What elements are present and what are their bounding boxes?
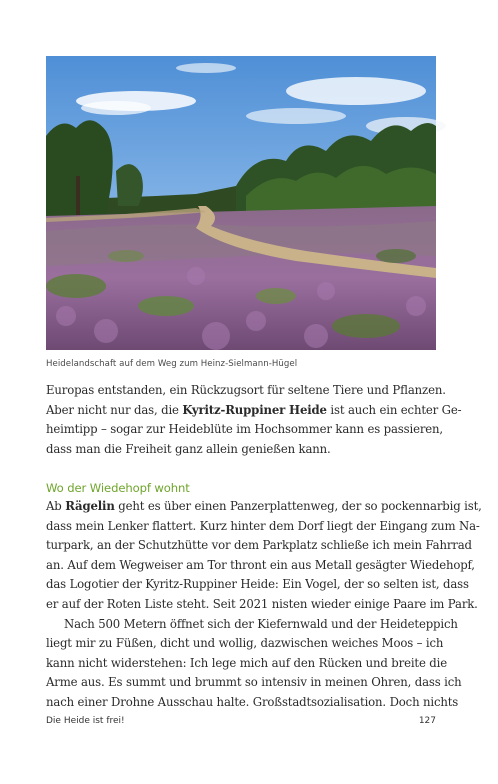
page-number: 127 xyxy=(418,716,436,726)
heath-landscape-photo xyxy=(46,56,436,350)
heath-landscape-illustration xyxy=(46,56,436,350)
section-paragraph xyxy=(46,497,482,713)
text-line: er auf der Roten Liste steht. Seit 2021 nisten wieder einige Paare im Park. xyxy=(46,596,478,611)
text-line: dass man die Freiheit ganz allein genießen kann. xyxy=(46,441,331,456)
section-heading: Wo der Wiedehopf wohnt xyxy=(46,481,190,495)
text-line: Nach 500 Metern öffnet sich der Kiefernwald und der Heideteppich xyxy=(64,616,458,631)
text-line: an. Auf dem Wegweiser am Tor thront ein aus Metall gesägter Wiedehopf, xyxy=(46,557,475,572)
text-line: kann nicht widerstehen: Ich lege mich auf den Rücken und breite die xyxy=(46,655,447,670)
text-line: dass mein Lenker flattert. Kurz hinter dem Dorf liegt der Eingang zum Na- xyxy=(46,518,480,533)
text-line xyxy=(46,497,482,517)
text-span: ist auch ein echter Ge- xyxy=(326,402,462,417)
text-line: liegt mir zu Füßen, dicht und wollig, dazwischen weiches Moos – ich xyxy=(46,636,444,651)
text-line: Europas entstanden, ein Rückzugsort für seltene Tiere und Pflanzen. xyxy=(46,383,446,397)
photo-caption: Heidelandschaft auf dem Weg zum Heinz-Sielmann-Hügel xyxy=(46,359,298,369)
place-name-bold: Rägelin xyxy=(65,499,115,513)
text-line: Arme aus. Es summt und brummt so intensiv in meinen Ohren, dass ich xyxy=(46,675,462,690)
text-line xyxy=(46,401,462,421)
text-span: Aber nicht nur das, die xyxy=(46,402,183,417)
text-span: Ab xyxy=(46,499,66,513)
place-name-bold: Kyritz-Ruppiner Heide xyxy=(182,402,327,417)
intro-paragraph xyxy=(46,381,462,459)
running-footer-chapter: Die Heide ist frei! xyxy=(46,716,125,726)
text-line: turpark, an der Schutzhütte vor dem Parkplatz schließe ich mein Fahrrad xyxy=(46,538,472,553)
text-span: geht es über einen Panzerplattenweg, der so pockennarbig ist, xyxy=(114,499,482,513)
text-line: nach einer Drohne Ausschau halte. Großstadtsozialisation. Doch nichts xyxy=(46,694,459,709)
text-line: heimtipp – sogar zur Heideblüte im Hochsommer kann es passieren, xyxy=(46,422,443,437)
text-line: das Logotier der Kyritz-Ruppiner Heide: Ein Vogel, der so selten ist, dass xyxy=(46,577,469,592)
